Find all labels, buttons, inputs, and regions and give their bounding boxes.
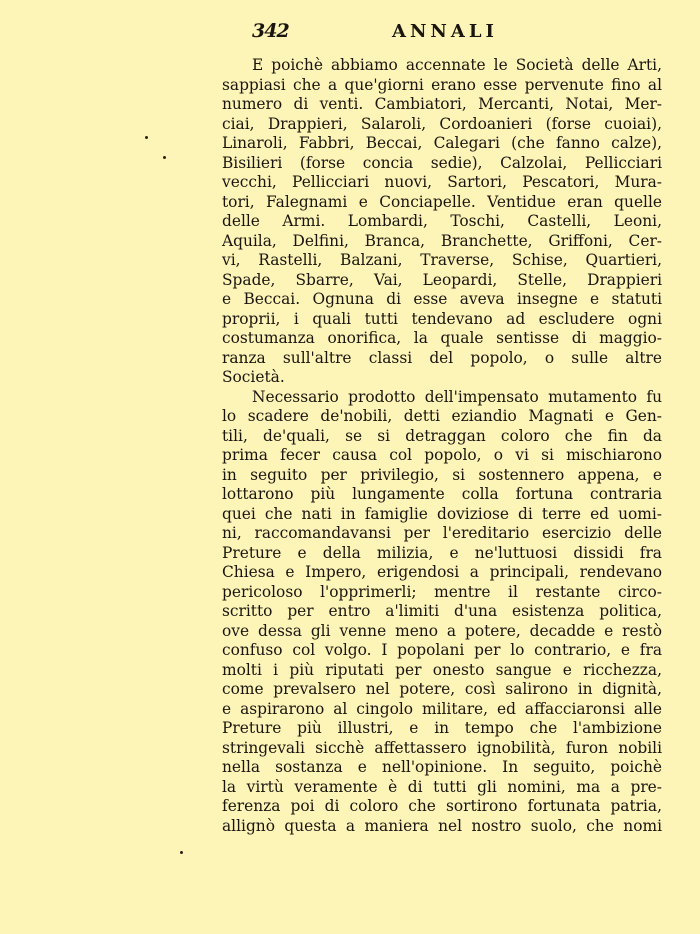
text-line: nella sostanza e nell'opinione. In seguito, poichè xyxy=(222,758,662,776)
text-line: tori, Falegnami e Conciapelle. Ventidue eran quelle xyxy=(222,192,662,211)
text-line: Bisilieri (forse concia sedie), Calzolai, Pellicciari xyxy=(222,153,662,172)
paragraph xyxy=(222,56,662,388)
text-line: allignò questa a maniera nel nostro suolo, che nomi xyxy=(222,816,662,835)
running-head: ANNALI xyxy=(392,21,498,42)
paragraph xyxy=(222,388,662,837)
text-line: lottarono più lungamente colla fortuna contraria xyxy=(222,485,662,503)
text-line: costumanza onorifica, la quale sentisse di maggio- xyxy=(222,329,662,347)
text-line: quei che nati in famiglie doviziose di terre ed uomi- xyxy=(222,504,662,523)
text-line: ove dessa gli venne meno a potere, decadde e restò xyxy=(222,621,662,640)
text-line: prima fecer causa col popolo, o vi si mischiarono xyxy=(222,446,662,464)
text-line: ciai, Drappieri, Salaroli, Cordoanieri (forse cuoiai), xyxy=(222,114,662,133)
text-line: Preture più illustri, e in tempo che l'ambizione xyxy=(222,719,662,737)
page-number: 342 xyxy=(252,20,289,42)
text-line: vecchi, Pellicciari nuovi, Sartori, Pescatori, Mura- xyxy=(222,173,662,191)
text-line: scritto per entro a'limiti d'una esistenza politica, xyxy=(222,602,662,620)
text-line: in seguito per privilegio, si sostennero appena, e xyxy=(222,465,662,484)
text-line: Aquila, Delfini, Branca, Branchette, Griffoni, Cer- xyxy=(222,231,662,250)
text-line: delle Armi. Lombardi, Toschi, Castelli, Leoni, xyxy=(222,212,662,230)
text-line: tili, de'quali, se si detraggan coloro che fin da xyxy=(222,426,662,445)
text-line: sappiasi che a que'giorni erano esse pervenute fino al xyxy=(222,75,662,94)
text-line: Linaroli, Fabbri, Beccai, Calegari (che fanno calze), xyxy=(222,134,662,152)
text-line: la virtù veramente è di tutti gli nomini, ma a pre- xyxy=(222,777,662,796)
page-speck xyxy=(163,156,166,159)
text-line: Società. xyxy=(222,368,285,386)
text-line: ni, raccomandavansi per l'ereditario esercizio delle xyxy=(222,524,662,542)
page-header xyxy=(252,20,522,44)
text-line: Chiesa e Impero, erigendosi a principali, rendevano xyxy=(222,563,662,581)
text-line: Spade, Sbarre, Vai, Leopardi, Stelle, Drappieri xyxy=(222,270,662,289)
text-line: molti i più riputati per onesto sangue e ricchezza, xyxy=(222,660,662,679)
text-line: e aspirarono al cingolo militare, ed affacciaronsi alle xyxy=(222,699,662,718)
text-line: ferenza poi di coloro che sortirono fortunata patria, xyxy=(222,797,662,815)
text-line: stringevali sicchè affettassero ignobilità, furon nobili xyxy=(222,738,662,757)
text-line: numero di venti. Cambiatori, Mercanti, Notai, Mer- xyxy=(222,95,662,113)
text-line: confuso col volgo. I popolani per lo contrario, e fra xyxy=(222,641,662,659)
text-line: vi, Rastelli, Balzani, Traverse, Schise, Quartieri, xyxy=(222,251,662,269)
text-line: E poichè abbiamo accennate le Società delle Arti, xyxy=(252,56,662,74)
page-speck xyxy=(180,851,183,854)
text-line: Preture e della milizia, e ne'luttuosi dissidi fra xyxy=(222,543,662,562)
text-line: proprii, i quali tutti tendevano ad escludere ogni xyxy=(222,309,662,328)
text-line: pericoloso l'opprimerli; mentre il restante circo- xyxy=(222,582,662,601)
page-speck xyxy=(145,136,148,139)
text-line: Necessario prodotto dell'impensato mutamento fu xyxy=(252,387,662,406)
body-text xyxy=(222,56,662,836)
text-line: lo scadere de'nobili, detti eziandio Magnati e Gen- xyxy=(222,407,662,425)
text-line: ranza sull'altre classi del popolo, o sulle altre xyxy=(222,348,662,367)
text-line: come prevalsero nel potere, così salirono in dignità, xyxy=(222,680,662,698)
text-line: e Beccai. Ognuna di esse aveva insegne e statuti xyxy=(222,290,662,308)
